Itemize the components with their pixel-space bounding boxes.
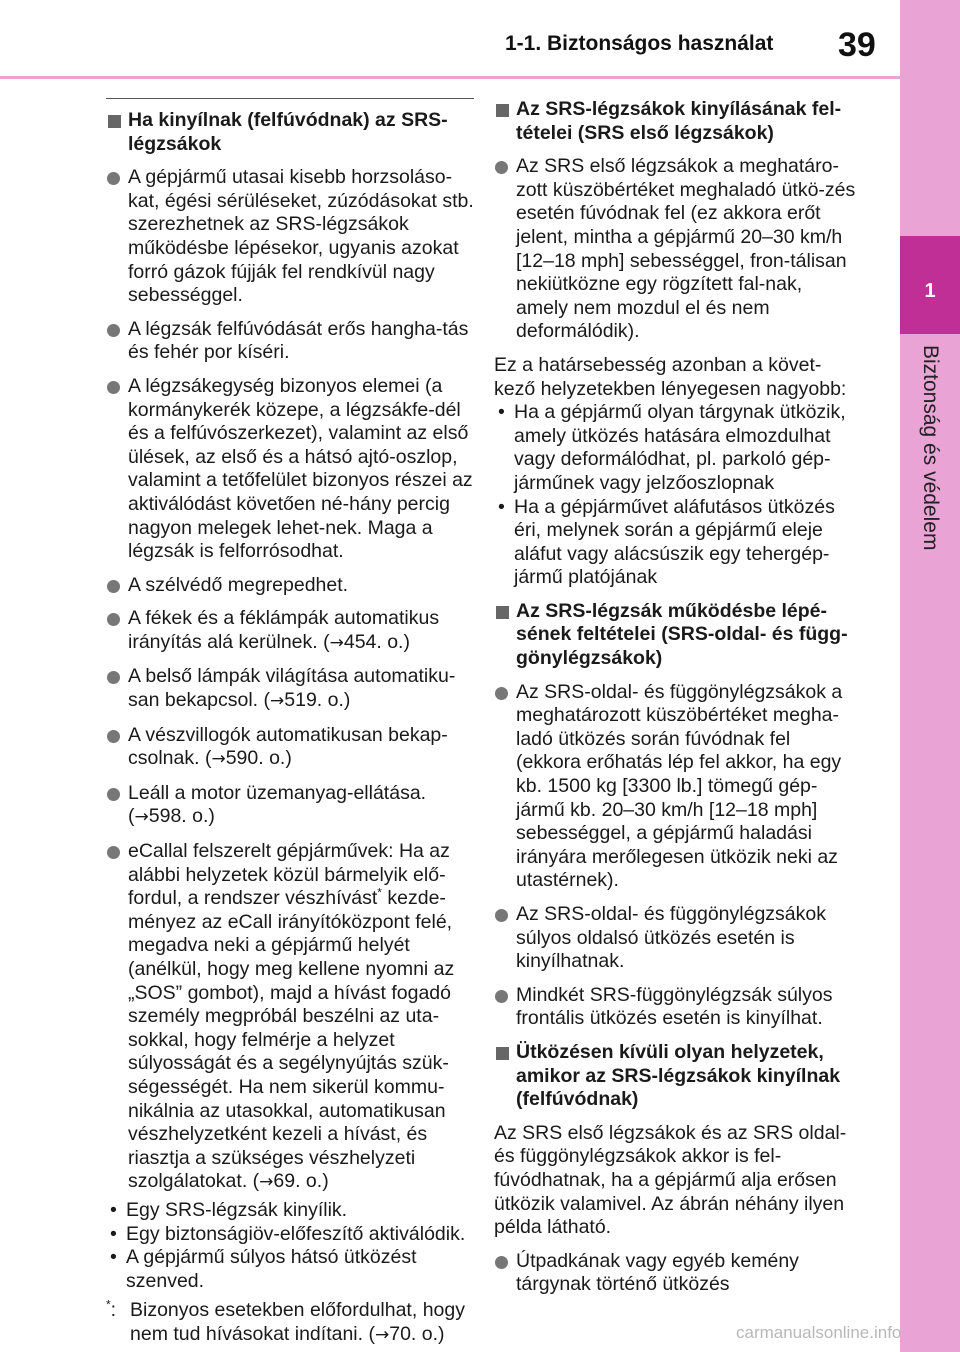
left-column bbox=[106, 98, 474, 1348]
page-ref-arrow-icon: → bbox=[259, 1172, 274, 1193]
bullet-icon bbox=[495, 687, 508, 700]
page-ref-arrow-icon: → bbox=[134, 807, 149, 828]
sub-list-item: • Ha a gépjármű olyan tárgynak ütközik, amely ütközés hatására elmozdulhat vagy deformálódhat, pl. parkoló gép-járműnek vagy jelzőoszlopnak bbox=[494, 401, 856, 495]
section-heading: Az SRS-légzsák működésbe lépé-sének feltételei (SRS-oldal- és függ-gönylégzsákok) bbox=[494, 600, 856, 671]
sub-list-item: • Ha a gépjárművet aláfutásos ütközés éri, melynek során a gépjármű eleje aláfut vagy alácsúszik egy tehergép-jármű platójának bbox=[494, 496, 856, 590]
ecall-text-1: eCallal felszerelt gépjárművek: Ha az alábbi helyzetek közül bármelyik elő-fordul, a rendszer vészhívást bbox=[128, 840, 450, 910]
bullet-icon bbox=[107, 788, 120, 801]
bullet-icon bbox=[495, 161, 508, 174]
bullet-icon bbox=[495, 1256, 508, 1269]
list-item-text: Az SRS-oldal- és függönylégzsákok a meghatározott küszöbértéket megha-ladó ütközés során fúvódnak fel (ekkora erőhatás lép fel akkor, ha egy kb. 1500 kg [3300 lb.] tömegű gép-jármű kb. 20–30 km/h [12–18 mph] sebességgel, a gépjármű haladási irányára merőlegesen ütközik neki az utastérnek). bbox=[516, 680, 843, 892]
bullet-icon bbox=[107, 381, 120, 394]
section-title: 1-1. Biztonságos használat bbox=[505, 32, 774, 55]
sub-list-item: • Egy SRS-légzsák kinyílik. bbox=[106, 1199, 474, 1223]
bullet-icon bbox=[107, 613, 120, 626]
watermark: carmanualsonline.info bbox=[736, 1323, 902, 1342]
list-item bbox=[106, 375, 474, 564]
page-ref-arrow-icon: → bbox=[374, 1324, 390, 1345]
page-ref-link[interactable]: 590. o.) bbox=[225, 747, 292, 770]
bullet-icon bbox=[495, 909, 508, 922]
footnote-star: * bbox=[106, 1297, 111, 1312]
page-ref-link[interactable]: 454. o.) bbox=[343, 630, 410, 653]
page-ref-link[interactable]: 519. o.) bbox=[284, 689, 351, 712]
list-item bbox=[106, 607, 474, 655]
list-item-text: A légzsák felfúvódását erős hangha-tás és fehér por kíséri. bbox=[128, 317, 469, 364]
list-item-text: A fékek és a féklámpák automatikus irányítás alá kerülnek. ( bbox=[128, 607, 440, 653]
list-item bbox=[494, 984, 856, 1031]
section-heading: Az SRS-légzsákok kinyílásának fel-tételei (SRS első légzsákok) bbox=[494, 98, 856, 145]
list-item-text: Leáll a motor üzemanyag-ellátása. ( bbox=[128, 781, 427, 828]
page-ref-link[interactable]: 69. o.) bbox=[273, 1170, 329, 1193]
ecall-text-2: kezde-ményez az eCall irányítóközpont felé, megadva neki a gépjármű helyét (anélkül, hogy meg kellene nyomni az „SOS” gombot), majd a hívást fogadó személy megpróbál beszélni az uta-sokkal, hogy felmérje a helyzet súlyosságát és a segélynyújtás szük-ségességét. Ha nem sikerül kommu-nikálnia az utasokkal, automatikusan vészhelyzetként kezeli a hívást, és riasztja a szükséges vészhelyzeti szolgálatokat. ( bbox=[128, 887, 455, 1193]
sub-list-item: • A gépjármű súlyos hátsó ütközést szenved. bbox=[106, 1246, 474, 1293]
footnote-mark bbox=[106, 1299, 116, 1323]
page-number: 39 bbox=[838, 26, 876, 64]
list-item-text: A belső lámpák világítása automatiku-san bekapcsol. ( bbox=[128, 665, 456, 712]
list-item-text: Az SRS első légzsákok a meghatáro-zott küszöbértéket meghaladó ütkö-zés esetén fúvódnak fel (ez akkora erőt jelent, mintha a gépjármű 20–30 km/h [12–18 mph] sebességgel, fron-tálisan nekiütközne egy rögzített fal-nak, amely nem mozdul el és nem deformálódik). bbox=[516, 155, 856, 343]
bullet-icon bbox=[495, 990, 508, 1003]
paragraph: Ez a határsebesség azonban a követ-kező helyzetekben lényegesen nagyobb: bbox=[494, 353, 847, 400]
footnote-colon: : bbox=[110, 1299, 117, 1322]
column-rule bbox=[106, 98, 474, 99]
bullet-icon bbox=[107, 671, 120, 684]
list-item bbox=[106, 166, 474, 308]
list-item bbox=[106, 782, 474, 830]
section-heading: Ütközésen kívüli olyan helyzetek, amikor az SRS-légzsákok kinyílnak (felfúvódnak) bbox=[494, 1041, 856, 1112]
list-item-text: A gépjármű utasai kisebb horzsoláso-kat, égési sérüléseket, zúzódásokat stb. szerezhetnek az SRS-légzsákok működésbe lépésekor, ugyanis azokat forró gázok fújják fel rendkívül nagy sebességgel. bbox=[128, 166, 474, 307]
sub-list bbox=[494, 401, 856, 590]
chapter-number: 1 bbox=[924, 280, 936, 302]
list-item bbox=[494, 1250, 856, 1297]
page-ref-arrow-icon: → bbox=[270, 691, 285, 712]
bullet-icon bbox=[107, 846, 120, 859]
bullet-icon bbox=[107, 730, 120, 743]
side-tab-strip-top bbox=[900, 0, 960, 236]
page-header bbox=[0, 0, 900, 75]
list-item bbox=[494, 903, 856, 974]
footnote-marker: * bbox=[377, 885, 382, 900]
footnote bbox=[106, 1299, 474, 1347]
bullet-icon bbox=[107, 324, 120, 337]
right-column bbox=[494, 98, 856, 1307]
sub-list bbox=[106, 1199, 474, 1293]
list-item-text: A vészvillogók automatikusan bekap-csolnak. ( bbox=[128, 723, 448, 770]
bullet-icon bbox=[107, 580, 120, 593]
list-item bbox=[106, 724, 474, 772]
page-ref-arrow-icon: → bbox=[329, 632, 344, 653]
list-item-text: A légzsákegység bizonyos elemei (a kormánykerék közepe, a légzsákfe-dél és a felfúvószerkezet), valamint az első ülések, az első és a hátsó ajtó-oszlop, valamint a tetőfelület bizonyos részei az aktiválódást követően né-hány percig nagyon melegek lehet-nek. Maga a légzsák is felforrósodhat. bbox=[128, 374, 473, 563]
page-ref-arrow-icon: → bbox=[211, 749, 226, 770]
bullet-icon bbox=[107, 172, 120, 185]
list-item bbox=[494, 681, 856, 893]
ecall-item bbox=[106, 840, 474, 1195]
sub-list-item: • Egy biztonságiöv-előfeszítő aktiválódik. bbox=[106, 1223, 474, 1247]
footnote-text: Bizonyos esetekben előfordulhat, hogy nem tud hívásokat indítani. ( bbox=[130, 1299, 465, 1345]
list-item-text: Mindkét SRS-függönylégzsák súlyos frontális ütközés esetén is kinyílhat. bbox=[516, 983, 833, 1030]
paragraph: Az SRS első légzsákok és az SRS oldal- és függönylégzsákok akkor is fel-fúvódhatnak, ha a gépjármű alja erősen ütközik valamivel. Az ábrán néhány ilyen példa látható. bbox=[494, 1121, 847, 1239]
page-ref-link[interactable]: 598. o.) bbox=[148, 805, 215, 828]
list-item-text: Az SRS-oldal- és függönylégzsákok súlyos oldalsó ütközés esetén is kinyílhatnak. bbox=[516, 903, 826, 973]
list-item bbox=[106, 318, 474, 365]
list-item-text: Útpadkának vagy egyéb kemény tárgynak történő ütközés bbox=[516, 1249, 799, 1296]
list-item bbox=[106, 665, 474, 713]
chapter-label: Biztonság és védelem bbox=[919, 345, 942, 551]
list-item bbox=[106, 574, 474, 598]
section-heading: Ha kinyílnak (felfúvódnak) az SRS-légzsákok bbox=[106, 109, 474, 156]
list-item-text: A szélvédő megrepedhet. bbox=[128, 573, 349, 596]
list-item bbox=[494, 155, 856, 344]
header-rule bbox=[0, 76, 900, 79]
page-ref-link[interactable]: 70. o.) bbox=[389, 1322, 445, 1345]
